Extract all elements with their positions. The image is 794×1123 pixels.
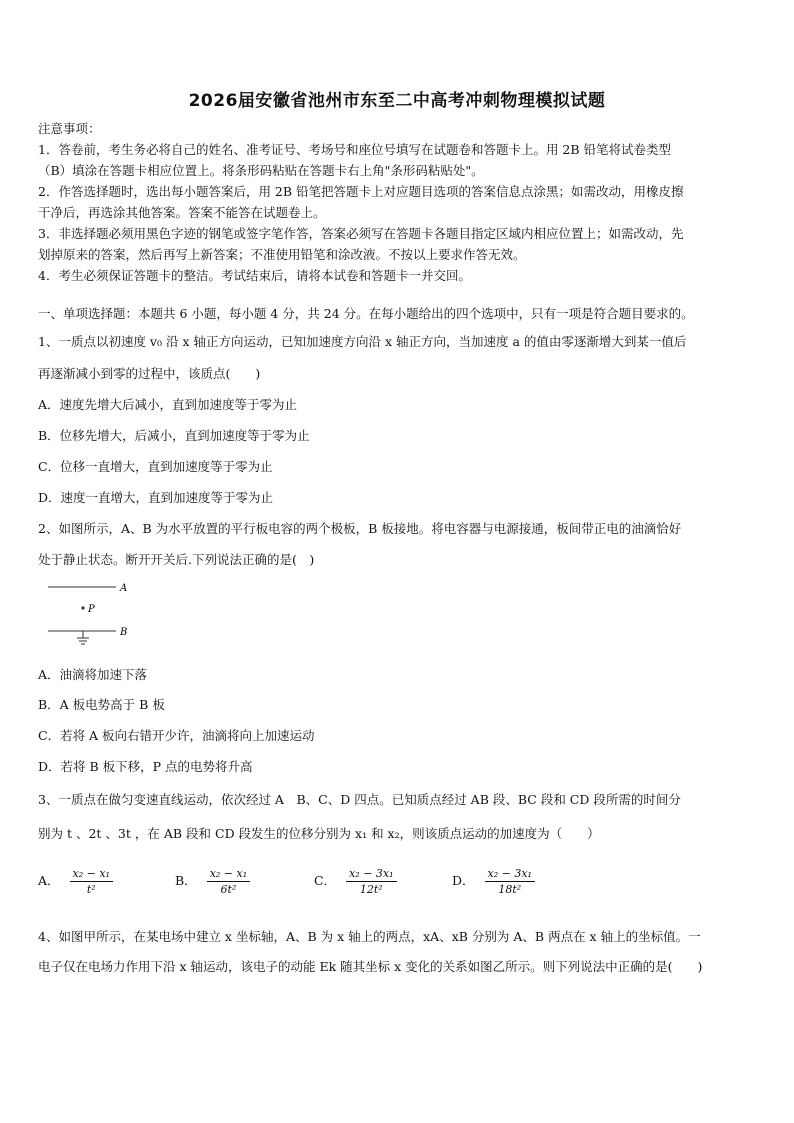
question-3-option-d — [452, 867, 535, 896]
question-2-stem: 2、如图所示，A、B 为水平放置的平行板电容的两个极板，B 板接地。将电容器与电源接通，板间带正电的油滴恰好 — [38, 521, 682, 536]
notice-line: 划掉原来的答案，然后再写上新答案；不准使用铅笔和涂改液。不按以上要求作答无效。 — [38, 247, 526, 262]
page-title: 2026届安徽省池州市东至二中高考冲刺物理模拟试题 — [188, 91, 606, 111]
option-letter: B． — [175, 873, 197, 888]
question-3-stem: 别为 t 、2t 、3t ，在 AB 段和 CD 段发生的位移分别为 x₁ 和 x₂，则该质点运动的加速度为（ ） — [38, 826, 600, 841]
plate-b-label: B — [120, 627, 128, 638]
fraction-numerator: x₂ − 3x₁ — [485, 867, 535, 882]
plate-a-label: A — [120, 583, 128, 594]
notice-line: 干净后，再选涂其他答案。答案不能答在试题卷上。 — [38, 205, 326, 220]
notice-line: 2．作答选择题时，选出每小题答案后，用 2B 铅笔把答题卡上对应题目选项的答案信息点涂黑；如需改动，用橡皮擦 — [38, 184, 684, 199]
notice-line: 4．考生必须保证答题卡的整洁。考试结束后，请将本试卷和答题卡一并交回。 — [38, 268, 471, 283]
question-3-option-a — [38, 867, 113, 896]
point-p-label: P — [88, 604, 95, 615]
question-2-option-b: B．A 板电势高于 B 板 — [38, 697, 165, 712]
fraction — [70, 867, 113, 896]
fraction-numerator: x₂ − 3x₁ — [346, 867, 396, 882]
question-1-stem: 1、一质点以初速度 v₀ 沿 x 轴正方向运动，已知加速度方向沿 x 轴正方向，当加速度 a 的值由零逐渐增大到某一值后 — [38, 334, 687, 349]
question-3-stem: 3、一质点在做匀变速直线运动，依次经过 A B、C、D 四点。已知质点经过 AB 段、BC 段和 CD 段所需的时间分 — [38, 792, 681, 807]
question-2-stem: 处于静止状态。断开开关后.下列说法正确的是( ) — [38, 552, 315, 567]
question-3-option-c — [314, 867, 397, 896]
notice-heading: 注意事项： — [38, 121, 101, 136]
oil-drop-point — [81, 606, 84, 609]
option-letter: D． — [452, 873, 475, 888]
option-letter: A． — [38, 873, 60, 888]
capacitor-figure — [40, 578, 150, 646]
question-2-option-d: D．若将 B 板下移，P 点的电势将升高 — [38, 759, 253, 774]
fraction-denominator: 18t² — [498, 883, 522, 896]
question-1-option-d: D．速度一直增大，直到加速度等于零为止 — [38, 490, 274, 505]
fraction-numerator: x₂ − x₁ — [70, 867, 113, 882]
fraction — [346, 867, 396, 896]
question-4-stem: 电子仅在电场力作用下沿 x 轴运动，该电子的动能 Ek 随其坐标 x 变化的关系如图乙所示。则下列说法中正确的是( ) — [38, 959, 703, 974]
question-1-option-c: C．位移一直增大，直到加速度等于零为止 — [38, 459, 273, 474]
section-heading: 一、单项选择题：本题共 6 小题，每小题 4 分，共 24 分。在每小题给出的四个选项中，只有一项是符合题目要求的。 — [38, 306, 694, 321]
ground-symbol — [77, 631, 89, 644]
fraction-denominator: 12t² — [359, 883, 383, 896]
option-letter: C． — [314, 873, 337, 888]
fraction-denominator: 6t² — [220, 883, 237, 896]
question-1-stem: 再逐渐减小到零的过程中，该质点( ) — [38, 366, 261, 381]
fraction-numerator: x₂ − x₁ — [207, 867, 250, 882]
fraction-denominator: t² — [86, 883, 96, 896]
question-2-option-a: A．油滴将加速下落 — [38, 667, 148, 682]
notice-line: （B）填涂在答题卡相应位置上。将条形码粘贴在答题卡右上角"条形码粘贴处"。 — [38, 163, 484, 178]
notice-line: 1．答卷前，考生务必将自己的姓名、准考证号、考场号和座位号填写在试题卷和答题卡上。用 2B 铅笔将试卷类型 — [38, 142, 672, 157]
fraction — [485, 867, 535, 896]
question-2-option-c: C．若将 A 板向右错开少许，油滴将向上加速运动 — [38, 728, 315, 743]
notice-line: 3．非选择题必须用黑色字迹的钢笔或签字笔作答，答案必须写在答题卡各题目指定区域内相应位置上；如需改动，先 — [38, 226, 684, 241]
question-4-stem: 4、如图甲所示，在某电场中建立 x 坐标轴，A、B 为 x 轴上的两点，xA、xB 分别为 A、B 两点在 x 轴上的坐标值。一 — [38, 929, 701, 944]
question-1-option-a: A．速度先增大后减小，直到加速度等于零为止 — [38, 397, 298, 412]
question-3-option-b — [175, 867, 250, 896]
question-1-option-b: B．位移先增大，后减小，直到加速度等于零为止 — [38, 428, 310, 443]
fraction — [207, 867, 250, 896]
